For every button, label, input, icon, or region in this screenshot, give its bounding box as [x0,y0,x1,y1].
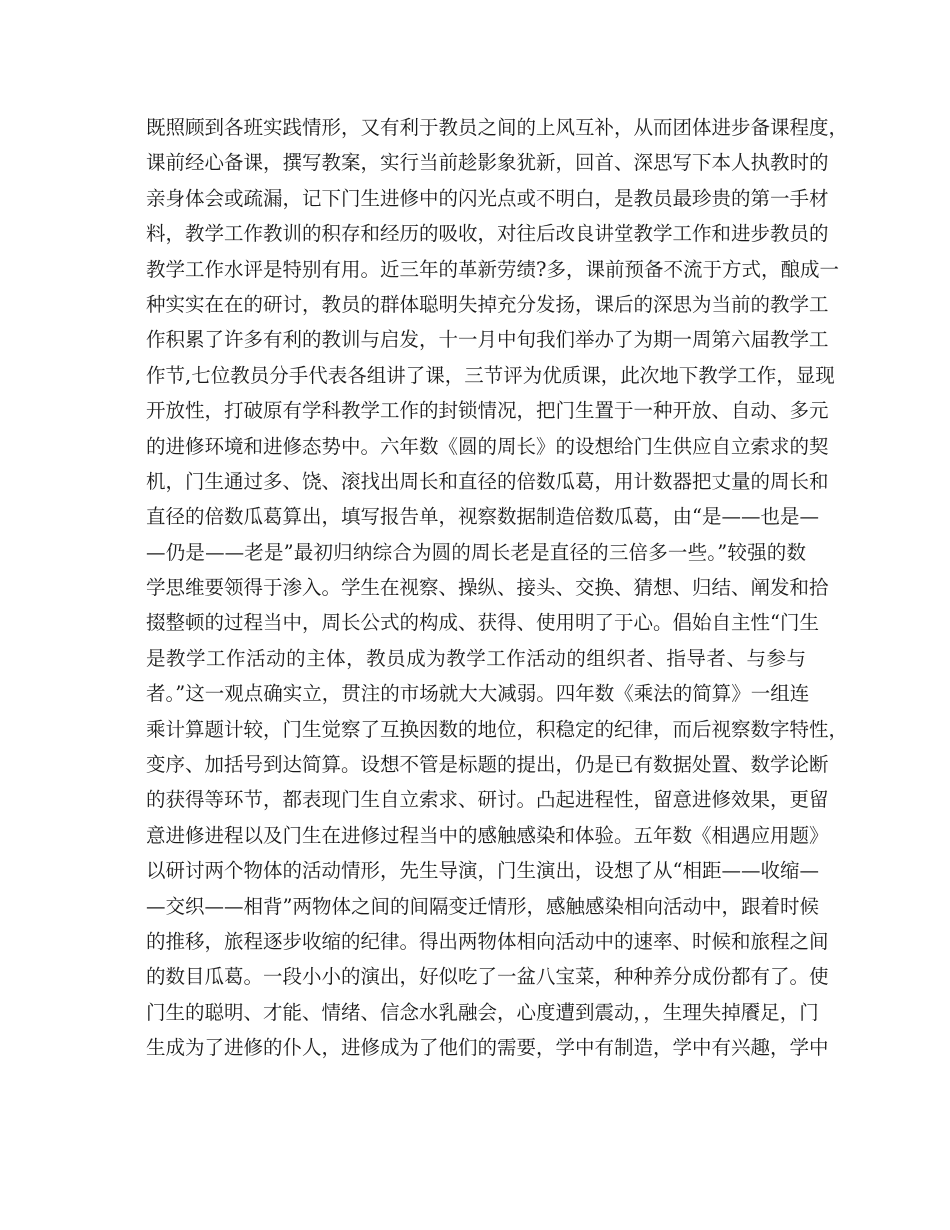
text-line: 以研讨两个物体的活动情形，先生导演，门生演出，设想了从“相距——收缩— [146,859,819,883]
text-line: 变序、加括号到达简算。设想不管是标题的提出，仍是已有数据处置、数学论断 [146,753,829,777]
text-line: 教学工作水评是特别有用。近三年的革新劳绩?多，课前预备不流于方式，酿成一 [146,257,839,281]
text-line: 作节,七位教员分手代表各组讲了课，三节评为优质课，此次地下教学工作，显现 [146,363,835,387]
text-line: —仍是——老是”最初归纳综合为圆的周长老是直径的三倍多一些。”较强的数 [146,540,806,564]
text-line: 乘计算题计较，门生觉察了互换因数的地位，积稳定的纪律，而后视察数字特性， [146,717,849,741]
text-line: 生成为了进修的仆人，进修成为了他们的需要，学中有制造，学中有兴趣，学中 [146,1036,829,1060]
text-line: 门生的聪明、才能、情绪、信念水乳融会，心度遭到震动，，生理失掉餍足，门 [146,1000,819,1024]
text-line: 是教学工作活动的主体，教员成为教学工作活动的组织者、指导者、与参与 [146,646,806,670]
text-line: 开放性，打破原有学科教学工作的封锁情况，把门生置于一种开放、自动、多元 [146,399,829,423]
body-text [146,110,849,1066]
text-line: 意进修进程以及门生在进修过程当中的感触感染和体验。五年数《相遇应用题》 [146,823,829,847]
text-line: 既照顾到各班实践情形，又有利于教员之间的上风互补，从而团体进步备课程度， [146,116,849,139]
text-line: 料，教学工作教训的积存和经历的吸收，对往后改良讲堂教学工作和进步教员的 [146,222,829,246]
text-line: 学思维要领得于渗入。学生在视察、操纵、接头、交换、猜想、归结、阐发和拾 [146,576,829,600]
text-line: 亲身体会或疏漏，记下门生进修中的闪光点或不明白，是教员最珍贵的第一手材 [146,186,829,210]
text-line: 的推移，旅程逐步收缩的纪律。得出两物体相向活动中的速率、时候和旅程之间 [146,929,829,953]
text-line: 掇整顿的过程当中，周长公式的构成、获得、使用明了于心。倡始自主性“门生 [146,611,819,635]
text-line: 者。”这一观点确实立，贯注的市场就大大减弱。四年数《乘法的简算》一组连 [146,682,810,706]
text-line: 的进修环境和进修态势中。六年数《圆的周长》的设想给门生供应自立索求的契 [146,434,829,458]
text-line: 的获得等环节，都表现门生自立索求、研讨。凸起进程性，留意进修效果，更留 [146,788,829,812]
text-line: 机，门生通过多、饶、滚找出周长和直径的倍数瓜葛，用计数器把丈量的周长和 [146,469,829,493]
text-line: 直径的倍数瓜葛算出，填写报告单，视察数据制造倍数瓜葛，由“是——也是— [146,505,819,529]
text-line: 种实实在在的研讨，教员的群体聪明失掉充分发扬，课后的深思为当前的教学工 [146,292,829,316]
text-line: —交织——相背”两物体之间的间隔变迁情形，感触感染相向活动中，跟着时候 [146,894,819,918]
text-line: 课前经心备课，撰写教案，实行当前趁影象犹新，回首、深思写下本人执教时的 [146,151,829,175]
text-line: 的数目瓜葛。一段小小的演出，好似吃了一盆八宝菜，种种养分成份都有了。使 [146,965,829,989]
text-line: 作积累了许多有利的教训与启发，十一月中旬我们举办了为期一周第六届教学工 [146,328,829,352]
